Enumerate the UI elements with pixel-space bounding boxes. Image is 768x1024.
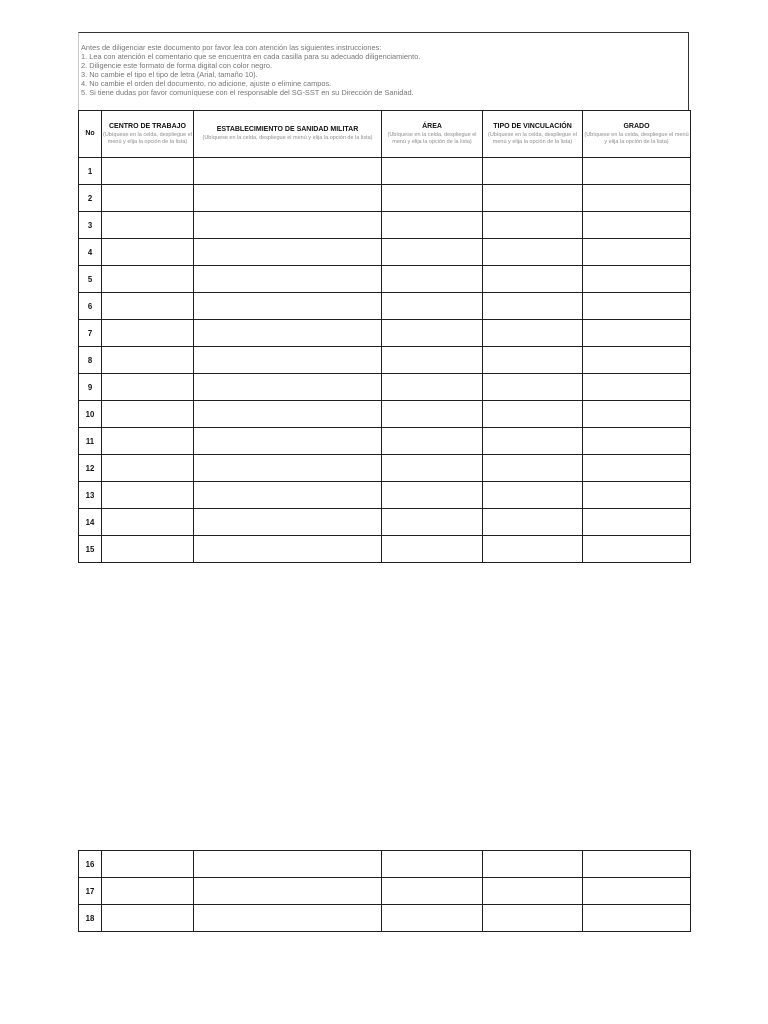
row-number-cell: 3 [79,212,102,239]
tipo-vinculacion-cell[interactable] [483,428,583,455]
header-title: CENTRO DE TRABAJO [108,122,186,130]
centro-de-trabajo-cell[interactable] [102,212,194,239]
row-number-cell: 12 [79,455,102,482]
centro-de-trabajo-cell[interactable] [102,851,194,878]
row-number-cell: 17 [79,878,102,905]
establecimiento-cell[interactable] [194,401,382,428]
tipo-vinculacion-cell[interactable] [483,374,583,401]
tipo-vinculacion-cell[interactable] [483,293,583,320]
centro-de-trabajo-cell[interactable] [102,878,194,905]
area-cell[interactable] [382,347,483,374]
tipo-vinculacion-cell[interactable] [483,851,583,878]
header-centro-de-trabajo [102,111,194,158]
centro-de-trabajo-cell[interactable] [102,455,194,482]
table-row [79,401,691,428]
establecimiento-cell[interactable] [194,320,382,347]
row-number-cell: 1 [79,158,102,185]
centro-de-trabajo-cell[interactable] [102,347,194,374]
row-number-cell: 7 [79,320,102,347]
grado-cell[interactable] [583,482,691,509]
table-row [79,482,691,509]
row-number-cell: 18 [79,905,102,932]
table-row [79,878,691,905]
row-number-cell: 11 [79,428,102,455]
area-cell[interactable] [382,401,483,428]
table-row [79,158,691,185]
table-body [79,851,691,932]
area-cell[interactable] [382,536,483,563]
grado-cell[interactable] [583,239,691,266]
area-cell[interactable] [382,905,483,932]
instruction-item: 1. Lea con atención el comentario que se encuentra en cada casilla para su adecuado diligenciamiento. [81,52,421,61]
table-row [79,320,691,347]
establecimiento-cell[interactable] [194,266,382,293]
centro-de-trabajo-cell[interactable] [102,905,194,932]
area-cell[interactable] [382,455,483,482]
header-title: ÁREA [422,122,442,130]
row-number-cell: 8 [79,347,102,374]
row-number-cell: 2 [79,185,102,212]
tipo-vinculacion-cell[interactable] [483,536,583,563]
row-number-cell: 13 [79,482,102,509]
instruction-item: 4. No cambie el orden del documento, no adicione, ajuste o elimine campos. [81,79,332,88]
header-title: ESTABLECIMIENTO DE SANIDAD MILITAR [216,126,359,134]
header-area [382,111,483,158]
row-number-cell: 10 [79,401,102,428]
table-row [79,293,691,320]
centro-de-trabajo-cell[interactable] [102,374,194,401]
area-cell[interactable] [382,158,483,185]
header-hint: (Ubíquese en la celda, despliegue el menú y elija la opción de la lista) [103,131,192,145]
centro-de-trabajo-cell[interactable] [102,239,194,266]
establecimiento-cell[interactable] [194,482,382,509]
area-cell[interactable] [382,266,483,293]
tipo-vinculacion-cell[interactable] [483,509,583,536]
grado-cell[interactable] [583,536,691,563]
establecimiento-cell[interactable] [194,158,382,185]
establecimiento-cell[interactable] [194,509,382,536]
table-row [79,428,691,455]
grado-cell[interactable] [583,878,691,905]
header-no [79,111,102,158]
tipo-vinculacion-cell[interactable] [483,482,583,509]
grado-cell[interactable] [583,320,691,347]
table-row [79,905,691,932]
grado-cell[interactable] [583,851,691,878]
centro-de-trabajo-cell[interactable] [102,536,194,563]
tipo-vinculacion-cell[interactable] [483,239,583,266]
centro-de-trabajo-cell[interactable] [102,482,194,509]
table-row [79,374,691,401]
row-number-cell: 5 [79,266,102,293]
data-table-first-block [78,110,691,563]
grado-cell[interactable] [583,347,691,374]
header-tipo-vinculacion [483,111,583,158]
area-cell[interactable] [382,320,483,347]
centro-de-trabajo-cell[interactable] [102,401,194,428]
instruction-item: 5. Si tiene dudas por favor comuníquese con el responsable del SG-SST en su Dirección de Sanidad. [81,88,414,97]
tipo-vinculacion-cell[interactable] [483,185,583,212]
table-row [79,212,691,239]
area-cell[interactable] [382,851,483,878]
centro-de-trabajo-cell[interactable] [102,320,194,347]
centro-de-trabajo-cell[interactable] [102,509,194,536]
header-hint: (Ubíquese en la celda, despliegue el menú y elija la opción de la lista) [488,131,577,145]
establecimiento-cell[interactable] [194,878,382,905]
header-hint: (Ubíquese en la celda, despliegue el menú y elija la opción de la lista) [584,131,689,145]
establecimiento-cell[interactable] [194,212,382,239]
area-cell[interactable] [382,212,483,239]
establecimiento-cell[interactable] [194,347,382,374]
row-number-cell: 9 [79,374,102,401]
grado-cell[interactable] [583,374,691,401]
grado-cell[interactable] [583,266,691,293]
establecimiento-cell[interactable] [194,374,382,401]
grado-cell[interactable] [583,293,691,320]
row-number-cell: 15 [79,536,102,563]
tipo-vinculacion-cell[interactable] [483,212,583,239]
instructions-box [78,32,689,110]
establecimiento-cell[interactable] [194,905,382,932]
area-cell[interactable] [382,509,483,536]
grado-cell[interactable] [583,455,691,482]
establecimiento-cell[interactable] [194,536,382,563]
centro-de-trabajo-cell[interactable] [102,185,194,212]
row-number-cell: 14 [79,509,102,536]
establecimiento-cell[interactable] [194,239,382,266]
table-body [79,158,691,563]
table-row [79,536,691,563]
centro-de-trabajo-cell[interactable] [102,266,194,293]
establecimiento-cell[interactable] [194,851,382,878]
area-cell[interactable] [382,428,483,455]
tipo-vinculacion-cell[interactable] [483,401,583,428]
tipo-vinculacion-cell[interactable] [483,347,583,374]
header-establecimiento [194,111,382,158]
area-cell[interactable] [382,293,483,320]
header-hint: (Ubíquese en la celda, despliegue el menú y elija la opción de la lista) [202,135,373,142]
header-grado [583,111,691,158]
area-cell[interactable] [382,878,483,905]
data-table-second-block [78,850,691,932]
tipo-vinculacion-cell[interactable] [483,158,583,185]
area-cell[interactable] [382,185,483,212]
table-row [79,347,691,374]
area-cell[interactable] [382,482,483,509]
header-row [79,111,691,158]
establecimiento-cell[interactable] [194,185,382,212]
instruction-item: 2. Diligencie este formato de forma digital con color negro. [81,61,273,70]
table-row [79,851,691,878]
tipo-vinculacion-cell[interactable] [483,878,583,905]
grado-cell[interactable] [583,509,691,536]
grado-cell[interactable] [583,905,691,932]
grado-cell[interactable] [583,401,691,428]
tipo-vinculacion-cell[interactable] [483,905,583,932]
tipo-vinculacion-cell[interactable] [483,455,583,482]
grado-cell[interactable] [583,428,691,455]
establecimiento-cell[interactable] [194,293,382,320]
centro-de-trabajo-cell[interactable] [102,158,194,185]
row-number-cell: 4 [79,239,102,266]
area-cell[interactable] [382,239,483,266]
establecimiento-cell[interactable] [194,428,382,455]
table-row [79,509,691,536]
header-title: No [85,130,95,137]
table-row [79,266,691,293]
tipo-vinculacion-cell[interactable] [483,320,583,347]
establecimiento-cell[interactable] [194,455,382,482]
row-number-cell: 6 [79,293,102,320]
row-number-cell: 16 [79,851,102,878]
grado-cell[interactable] [583,158,691,185]
table-row [79,455,691,482]
table-row [79,185,691,212]
instructions-intro: Antes de diligenciar este documento por favor lea con atención las siguientes instrucciones: [81,43,382,52]
centro-de-trabajo-cell[interactable] [102,428,194,455]
grado-cell[interactable] [583,212,691,239]
area-cell[interactable] [382,374,483,401]
centro-de-trabajo-cell[interactable] [102,293,194,320]
table-row [79,239,691,266]
grado-cell[interactable] [583,185,691,212]
header-title: TIPO DE VINCULACIÓN [493,122,572,130]
instruction-item: 3. No cambie el tipo el tipo de letra (Arial, tamaño 10). [81,70,258,79]
header-hint: (Ubíquese en la celda, despliegue el menú y elija la opción de la lista) [387,131,477,145]
tipo-vinculacion-cell[interactable] [483,266,583,293]
header-title: GRADO [623,122,650,130]
